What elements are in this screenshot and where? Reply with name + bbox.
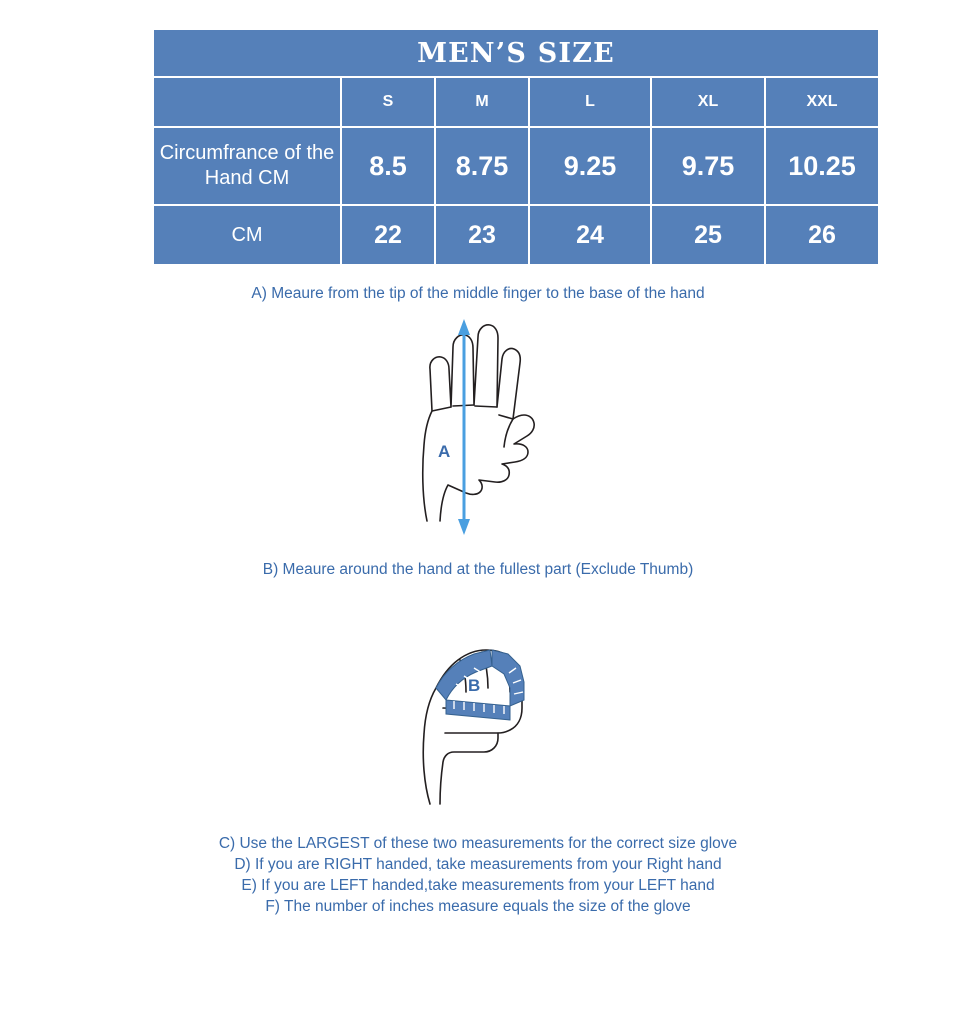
instruction-b: B) Meaure around the hand at the fullest part (Exclude Thumb) bbox=[262, 561, 694, 578]
footer-instructions bbox=[0, 833, 956, 917]
cell-cm-s: 22 bbox=[342, 206, 434, 264]
cell-circumference-xxl: 10.25 bbox=[766, 128, 878, 204]
hand-circumference-illustration bbox=[396, 588, 548, 820]
cell-cm-xxl: 26 bbox=[766, 206, 878, 264]
column-header-xxl: XXL bbox=[766, 78, 878, 126]
table-header-row bbox=[154, 78, 878, 126]
size-table bbox=[152, 28, 880, 266]
table-row bbox=[154, 206, 878, 264]
cell-cm-l: 24 bbox=[530, 206, 650, 264]
table-corner-cell bbox=[154, 78, 340, 126]
table-title: MEN’S SIZE bbox=[154, 30, 878, 76]
cell-cm-m: 23 bbox=[436, 206, 528, 264]
column-header-m: M bbox=[436, 78, 528, 126]
cell-circumference-l: 9.25 bbox=[530, 128, 650, 204]
cell-circumference-s: 8.5 bbox=[342, 128, 434, 204]
cell-cm-xl: 25 bbox=[652, 206, 764, 264]
figure-a-label: A bbox=[438, 442, 451, 461]
cell-circumference-m: 8.75 bbox=[436, 128, 528, 204]
hand-length-illustration bbox=[396, 307, 556, 547]
row-label-cm: CM bbox=[154, 206, 340, 264]
instruction-a: A) Meaure from the tip of the middle finger to the base of the hand bbox=[251, 285, 705, 302]
column-header-l: L bbox=[530, 78, 650, 126]
figure-b-label: B bbox=[468, 676, 481, 695]
figure-hand-length bbox=[396, 307, 556, 547]
row-label-circumference: Circumfrance of the Hand CM bbox=[154, 128, 340, 204]
table-title-row bbox=[154, 30, 878, 76]
instruction-d: D) If you are RIGHT handed, take measurements from your Right hand bbox=[234, 856, 722, 873]
length-arrow-icon bbox=[458, 319, 470, 535]
column-header-xl: XL bbox=[652, 78, 764, 126]
cell-circumference-xl: 9.75 bbox=[652, 128, 764, 204]
instruction-f: F) The number of inches measure equals the size of the glove bbox=[265, 898, 691, 915]
table-row bbox=[154, 128, 878, 204]
column-header-s: S bbox=[342, 78, 434, 126]
size-table-container bbox=[152, 28, 874, 266]
instruction-c: C) Use the LARGEST of these two measurements for the correct size glove bbox=[218, 835, 738, 852]
figure-hand-circumference bbox=[396, 588, 548, 820]
instruction-e: E) If you are LEFT handed,take measurements from your LEFT hand bbox=[241, 877, 715, 894]
